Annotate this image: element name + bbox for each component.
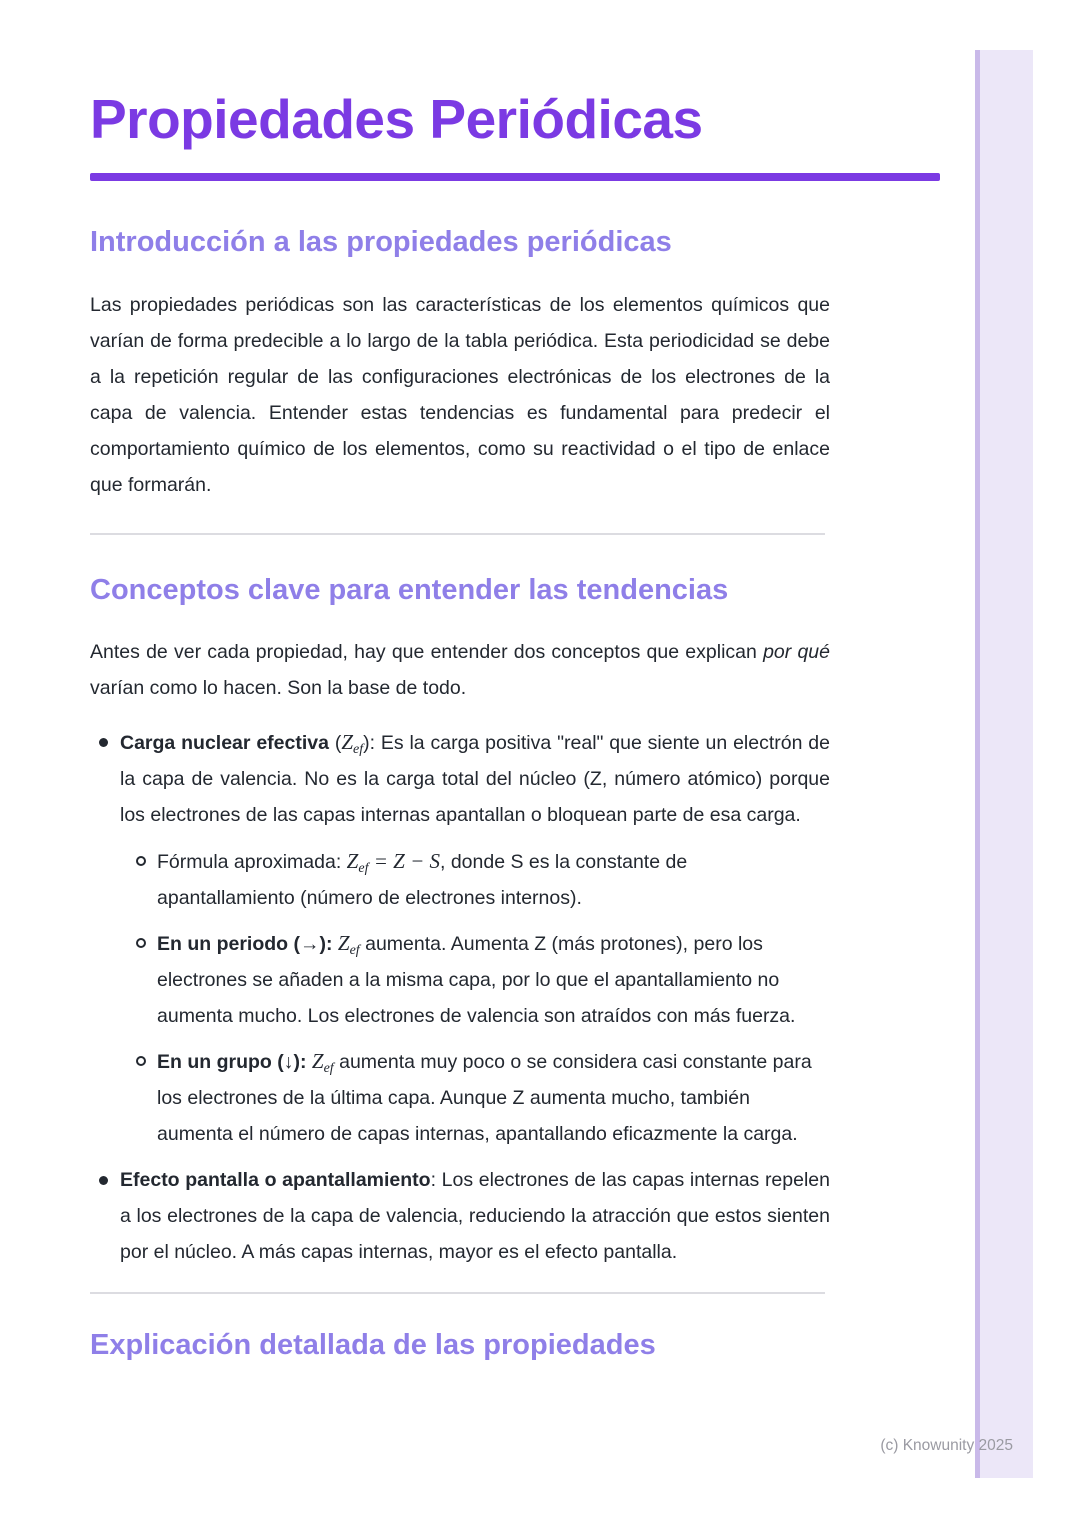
subbullet-en-un-grupo xyxy=(127,1043,830,1152)
lead-text: Antes de ver cada propiedad, hay que entender dos conceptos que explican xyxy=(90,640,764,663)
lead-text-end: varían como lo hacen. Son la base de todo. xyxy=(90,676,467,699)
subbullet-term: En un grupo (↓): xyxy=(157,1050,312,1073)
section-heading-introduccion: Introducción a las propiedades periódicas xyxy=(90,226,672,259)
section-divider xyxy=(90,1292,825,1294)
section-divider xyxy=(90,533,825,535)
sub-bullet-group xyxy=(90,843,830,1152)
right-accent-rail xyxy=(975,50,1033,1478)
subbullet-en-un-periodo xyxy=(127,925,830,1034)
subbullet-body-text: aumenta muy poco o se considera casi constante para los electrones de la última capa. Aunque Z aumenta mucho, también aumenta el número de capas internas, apantallando eficazmente la carga. xyxy=(157,1050,812,1145)
page-title: Propiedades Periódicas xyxy=(90,88,703,150)
lead-italic-text: por qué xyxy=(763,640,830,663)
subbullet-body-text: , donde S es la constante de apantallamiento (número de electrones internos). xyxy=(157,850,688,909)
bullet-body-text: : Los electrones de las capas internas repelen a los electrones de la capa de valencia, reduciendo la atracción que estos sienten por el núcleo. A más capas internas, mayor es el efecto pantalla. xyxy=(120,1168,830,1263)
document-content xyxy=(90,0,830,1362)
bullet-term: Carga nuclear efectiva xyxy=(120,731,329,754)
math-formula: $Z_{ef} = Z - S$ xyxy=(346,848,440,876)
subbullet-body-text: aumenta. Aumenta Z (más protones), pero los electrones se añaden a la misma capa, por lo que el apantallamiento no aumenta mucho. Los electrones de valencia son atraídos con más fuerza. xyxy=(157,932,796,1027)
concepts-lead-paragraph xyxy=(90,634,830,706)
section-heading-explicacion: Explicación detallada de las propiedades xyxy=(90,1328,656,1361)
subbullet-term: En un periodo (→): xyxy=(157,932,338,955)
intro-paragraph: Las propiedades periódicas son las características de los elementos químicos que varían de forma predecible a lo largo de la tabla periódica. Esta periodicidad se debe a la repetición regular de las configuraciones electrónicas de los electrones de la capa de valencia. Entender estas tendencias es fundamental para predecir el comportamiento químico de los elementos, como su reactividad o el tipo de enlace que formarán. xyxy=(90,294,830,497)
bullet-body-text: Es la carga positiva "real" que siente un electrón de la capa de valencia. No es la carga total del núcleo (Z, número atómico) porque los electrones de las capas internas apantallan o bloquean parte de esa carga. xyxy=(120,731,830,826)
copyright-footer: (c) Knowunity 2025 xyxy=(880,1437,1013,1454)
math-zef: $Z_{ef}$ xyxy=(341,729,364,757)
math-zef: $Z_{ef}$ xyxy=(337,930,360,958)
bullet-carga-nuclear-efectiva: Carga nuclear efectiva $(Z_{ef})$: Es la carga positiva "real" que siente un electrón de la capa de valencia. No es la carga total del núcleo (Z, número atómico) porque los electrones de las capas internas apantallan o bloquean parte de esa carga. xyxy=(90,724,830,833)
section-heading-conceptos: Conceptos clave para entender las tendencias xyxy=(90,574,729,607)
math-zef: $Z_{ef}$ xyxy=(311,1048,334,1076)
subbullet-formula-aproximada: Fórmula aproximada: $Z_{ef} = Z - S$, donde S es la constante de apantallamiento (número de electrones internos). xyxy=(127,843,830,916)
bullet-term: Efecto pantalla o apantallamiento xyxy=(120,1168,431,1191)
bullet-efecto-pantalla xyxy=(90,1162,830,1270)
title-underline xyxy=(90,173,940,181)
